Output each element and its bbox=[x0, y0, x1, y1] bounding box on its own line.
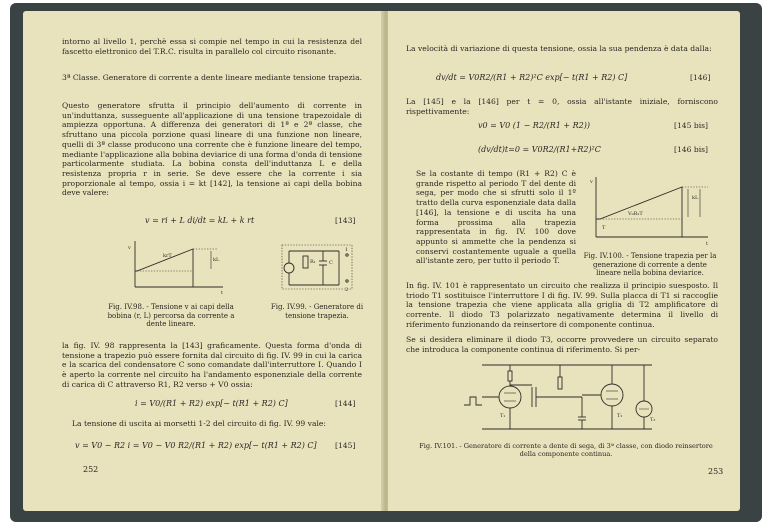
figure-98-caption: Fig. IV.98. - Tensione v ai capi della bobina (r, L) percorsa da corrente a dente lineare. bbox=[107, 303, 235, 329]
equation-144-number: [144] bbox=[335, 399, 356, 408]
initial-values-paragraph: La [145] e la [146] per t = 0, ossia all'istante iniziale, forniscono rispettivamente: bbox=[406, 97, 718, 116]
equation-143-number: [143] bbox=[335, 216, 356, 225]
main-paragraph: Questo generatore sfrutta il principio dell'aumento di corrente in un'induttanza, susseguente all'applicazione di una tensione trapezoidale di ampiezza opportuna. A differenza dei generatori di 1ª e 2ª classe, che sfruttano una piccola porzione quasi lineare di una funzione non lineare, quelli di 3ª classe producono una corrente che è funzione lineare del tempo, mediante l'applicazione alla bobina deviarice di una forma d'onda di tensione particolarmente studiata. La bobina consta dell'induttanza L e della resistenza propria r in serie. Se deve essere che la corrente i sia proporzionale al tempo, ossia i = kt [142], la tensione ai capi della bobina deve valere: bbox=[62, 101, 362, 198]
equation-144: i = V0/(R1 + R2) exp[− t(R1 + R2) C] bbox=[135, 399, 288, 408]
equation-145-number: [145] bbox=[335, 441, 356, 450]
section-title: 3ª Classe. Generatore di corrente a dente lineare mediante tensione trapezia. bbox=[62, 73, 363, 82]
equation-145: v = V0 − R2 i = V0 − V0 R2/(R1 + R2) exp[− t(R1 + R2) C] bbox=[75, 441, 317, 450]
figure-101-paragraph: In fig. IV. 101 è rappresentato un circuito che realizza il principio suesposto. Il triodo T1 sostituisce l'interruttore I di fig. IV. 99. Sulla placca di T1 si raccoglie la tensione trapezia che viene applicata alla griglia di T2 amplificatore di corrente. Il diodo T3 polarizzato negativamente determina il livello di riferimento funzionando da reinsertore di componente continua. bbox=[406, 281, 718, 329]
svg-text:1: 1 bbox=[345, 247, 349, 253]
output-voltage-paragraph: La tensione di uscita ai morsetti 1-2 del circuito di fig. IV. 99 vale: bbox=[72, 419, 326, 428]
figure-99-caption: Fig. IV.99. - Generatore di tensione trapezia. bbox=[270, 303, 364, 320]
svg-text:T: T bbox=[602, 225, 606, 231]
svg-text:R₁: R₁ bbox=[310, 259, 316, 265]
time-constant-paragraph: Se la costante di tempo (R1 + R2) C è grande rispetto al periodo T del dente di sega, per modo che si sfrutti solo il 1º tratto della curva esponenziale data dalla [146], la tensione e di uscita ha una forma prossima alla trapezia rappresentata in fig. IV. 100 dove appunto si ammette che la pendenza si conservi costantemente uguale a quella all'istante zero, per tutto il periodo T. bbox=[416, 169, 577, 266]
figure-99-circuit bbox=[279, 241, 359, 297]
figure-100-caption: Fig. IV.100. - Tensione trapezia per la generazione di corrente a dente lineare nella bobina deviarice. bbox=[583, 252, 717, 278]
equation-146-bis: (dv/dt)t=0 = V0R2/(R1+R2)²C bbox=[478, 145, 601, 154]
figure-98-paragraph: la fig. IV. 98 rappresenta la [143] graficamente. Questa forma d'onda di tensione a trapezio può essere fornita dal circuito di fig. IV. 99 in cui la carica e la scarica del condensatore C sono comandate dall'interruttore I. Quando I è aperto la corrente nel circuito ha l'andamento esponenziale della corrente di carica di C attraverso R1, R2 verso + V0 ossia: bbox=[62, 341, 362, 389]
equation-146-number: [146] bbox=[690, 73, 711, 82]
equation-143: v = ri + L di/dt = kL + k rt bbox=[145, 216, 255, 225]
equation-146: dv/dt = V0R2/(R1 + R2)²C exp[− t(R1 + R2) C] bbox=[436, 73, 628, 82]
svg-text:v: v bbox=[128, 245, 131, 251]
right-page bbox=[388, 11, 740, 511]
velocity-paragraph: La velocità di variazione di questa tensione, ossia la sua pendenza è data dalla: bbox=[406, 44, 712, 53]
figure-101-caption: Fig. IV.101. - Generatore di corrente a dente di sega, di 3ª classe, con diodo reinsertore della componente continua. bbox=[419, 442, 713, 458]
figure-100-graph bbox=[588, 175, 716, 247]
svg-text:T₃: T₃ bbox=[650, 417, 656, 423]
svg-text:V₀R₂T: V₀R₂T bbox=[628, 211, 643, 217]
svg-text:t: t bbox=[221, 290, 224, 296]
svg-text:C: C bbox=[329, 260, 333, 266]
right-page-number: 253 bbox=[708, 467, 724, 476]
equation-146-bis-number: [146 bis] bbox=[674, 145, 709, 154]
svg-text:kL: kL bbox=[692, 195, 699, 201]
svg-text:kL: kL bbox=[213, 257, 220, 263]
figure-98-graph bbox=[123, 239, 233, 295]
svg-text:t: t bbox=[706, 241, 709, 247]
equation-145-bis-number: [145 bis] bbox=[674, 121, 709, 130]
diode-paragraph: Se si desidera eliminare il diodo T3, occorre provvedere un circuito separato che introduca la componente continua di riferimento. Si per- bbox=[406, 335, 718, 354]
svg-text:T₂: T₂ bbox=[617, 413, 623, 419]
svg-text:v: v bbox=[590, 179, 593, 185]
intro-paragraph: intorno al livello 1, perchè essa si compie nel tempo in cui la resistenza del fascetto elettronico del T.R.C. risulta in parallelo col circuito risonante. bbox=[62, 37, 362, 56]
left-page bbox=[23, 11, 385, 511]
svg-text:T₁: T₁ bbox=[500, 413, 506, 419]
left-page-number: 252 bbox=[83, 465, 99, 474]
equation-145-bis: v0 = V0 (1 − R2/(R1 + R2)) bbox=[478, 121, 590, 130]
svg-text:2: 2 bbox=[345, 287, 349, 293]
figure-101-circuit bbox=[462, 357, 666, 437]
svg-text:krT: krT bbox=[163, 253, 172, 259]
